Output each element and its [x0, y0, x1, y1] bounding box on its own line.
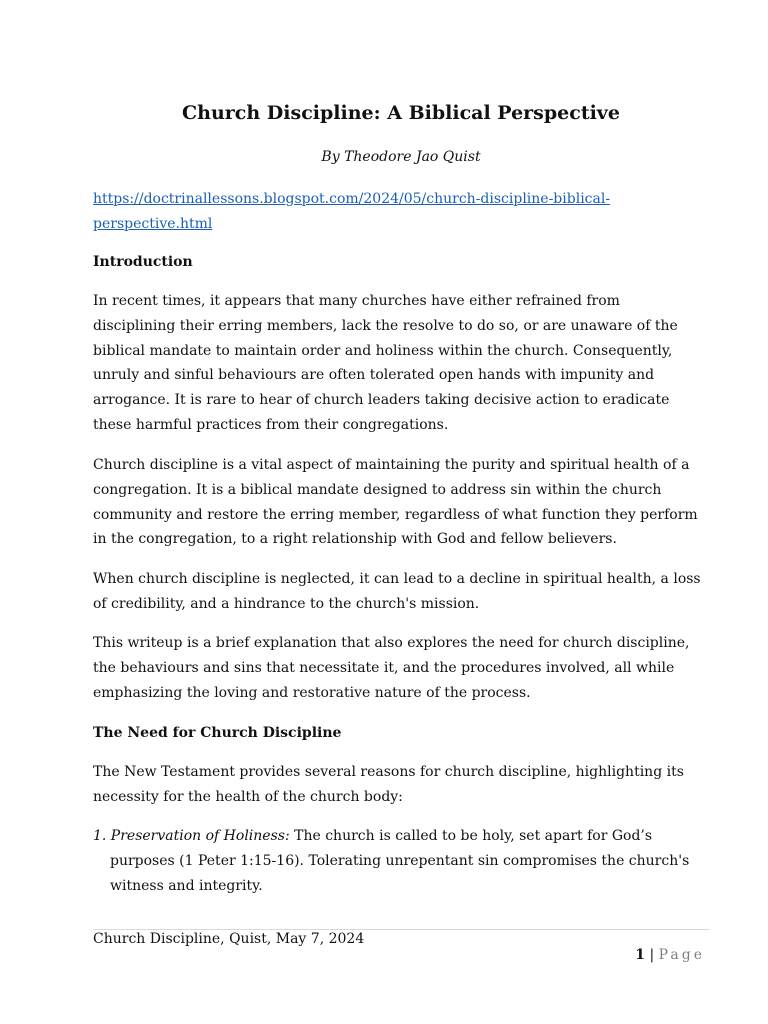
page-label: Page [658, 947, 705, 963]
source-link[interactable]: https://doctrinallessons.blogspot.com/2024/05/church-discipline-biblical-perspective.html [93, 191, 611, 232]
page-number-value: 1 [635, 947, 645, 963]
list-item-text: The church is called to be holy, set apart for God’s purposes (1 Peter 1:15-16). Tolerating unrepentant sin compromises the church's witness and integrity. [110, 828, 690, 894]
introduction-heading: Introduction [93, 254, 193, 270]
need-heading: The Need for Church Discipline [93, 725, 342, 741]
list-item [93, 824, 709, 899]
footer-text: Church Discipline, Quist, May 7, 2024 [93, 931, 365, 947]
page-number [635, 944, 705, 966]
list-item-lead: 1. Preservation of Holiness: [93, 828, 290, 844]
need-intro-paragraph: The New Testament provides several reasons for church discipline, highlighting its necessity for the health of the church body: [93, 764, 684, 805]
page-number-separator: | [649, 947, 655, 963]
intro-paragraph-4: This writeup is a brief explanation that also explores the need for church discipline, the behaviours and sins that necessitate it, and the procedures involved, all while emphasizing the loving and restorative nature of the process. [93, 635, 690, 701]
intro-paragraph-2: Church discipline is a vital aspect of maintaining the purity and spiritual health of a congregation. It is a biblical mandate designed to address sin within the church community and restore the erring member, regardless of what function they perform in the congregation, to a right relationship with God and fellow believers. [93, 457, 698, 548]
intro-paragraph-1: In recent times, it appears that many churches have either refrained from disciplining their erring members, lack the resolve to do so, or are unaware of the biblical mandate to maintain order and holiness within the church. Consequently, unruly and sinful behaviours are often tolerated open hands with impunity and arrogance. It is rare to hear of church leaders taking decisive action to eradicate these harmful practices from their congregations. [93, 293, 678, 433]
document-title: Church Discipline: A Biblical Perspective [182, 102, 620, 124]
author-byline: By Theodore Jao Quist [321, 149, 481, 165]
intro-paragraph-3: When church discipline is neglected, it can lead to a decline in spiritual health, a loss of credibility, and a hindrance to the church's mission. [93, 571, 701, 612]
